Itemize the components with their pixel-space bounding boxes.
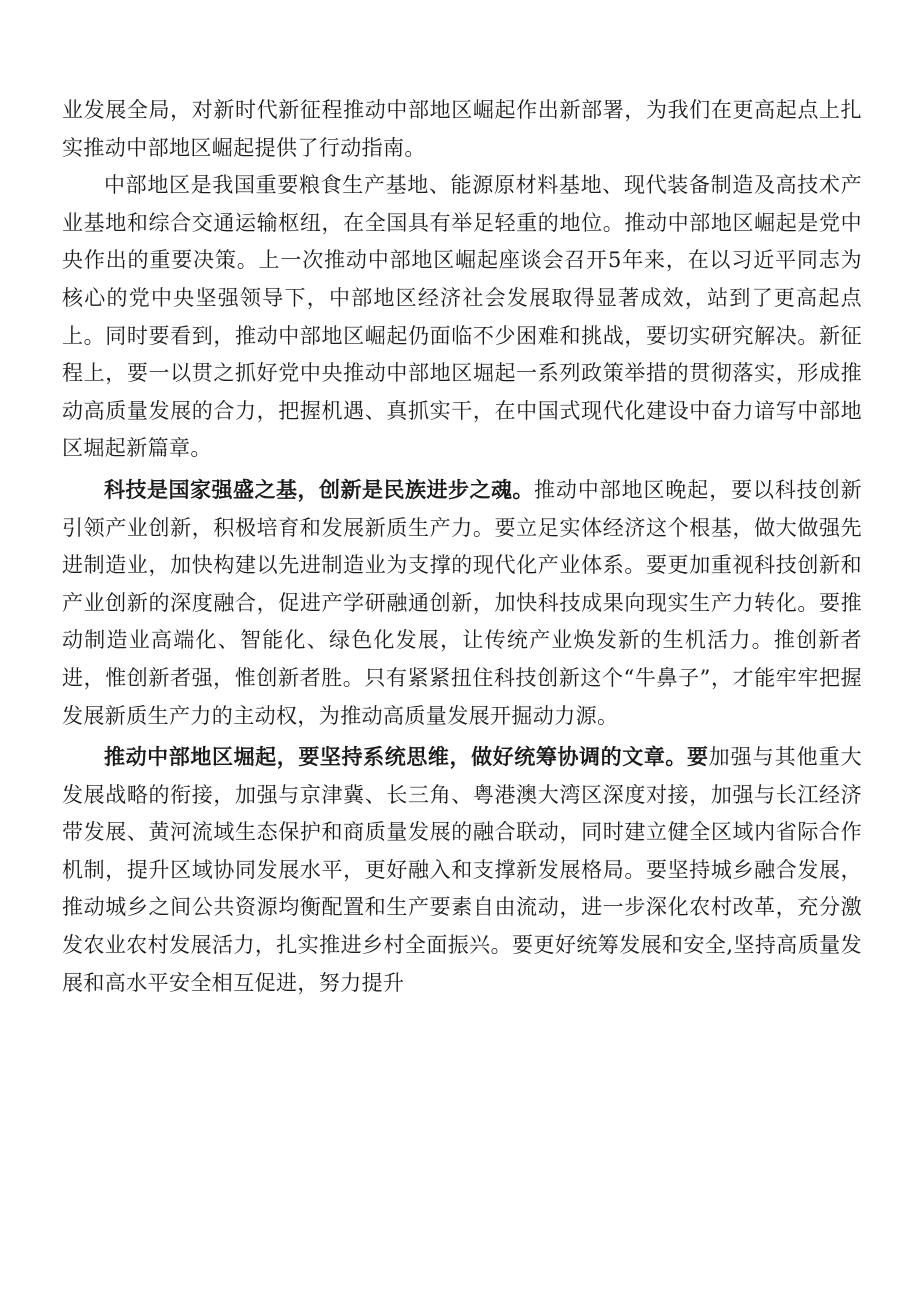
paragraph-2 xyxy=(62,167,862,468)
paragraph-1 xyxy=(62,92,862,167)
paragraph-4-lead: 推动中部地区堀起，要坚持系统思维，做好统筹协调的文章。要 xyxy=(104,745,709,770)
paragraph-4 xyxy=(62,739,862,1002)
paragraph-1-text: 业发展全局，对新时代新征程推动中部地区崛起作出新部署，为我们在更高起点上扎实推动中部地区崛起提供了行动指南。 xyxy=(62,98,862,160)
paragraph-3 xyxy=(62,472,862,735)
paragraph-3-lead: 科技是国家强盛之基，创新是民族进步之魂。 xyxy=(104,477,534,502)
paragraph-2-text: 中部地区是我国重要粮食生产基地、能源原材料基地、现代装备制造及高技术产业基地和综合交通运输枢纽，在全国具有举足轻重的地位。推动中部地区崛起是党中央作出的重要决策。上一次推动中部地区崛起座谈会召开5年来，在以习近平同志为核心的党中央坚强领导下，中部地区经济社会发展取得显著成效，站到了更高起点上。同时要看到，推动中部地区崛起仍面临不少困难和挑战，要切实研究解决。新征程上，要一以贯之抓好党中央推动中部地区堀起一系列政策举措的贯彻落实，形成推动高质量发展的合力，把握机遇、真抓实干，在中国式现代化建设中奋力谙写中部地区堀起新篇章。 xyxy=(62,173,862,461)
paragraph-3-text: 推动中部地区晚起，要以科技创新引领产业创新，积极培育和发展新质生产力。要立足实体经济这个根基，做大做强先进制造业，加快构建以先进制造业为支撑的现代化产业体系。要更加重视科技创新和产业创新的深度融合，促进产学研融通创新，加快科技成果向现实生产力转化。要推动制造业高端化、智能化、绿色化发展，让传统产业焕发新的生机活力。推创新者进，惟创新者强，惟创新者胜。只有紧紧扭住科技创新这个“牛鼻子”，才能牢牢把握发展新质生产力的主动权，为推动高质量发展开掘动力源。 xyxy=(62,477,862,728)
paragraph-4-text: 加强与其他重大发展战略的衔接，加强与京津冀、长三角、粤港澳大湾区深度对接，加强与长江经济带发展、黄河流域生态保护和商质量发展的融合联动，同时建立健全区域内省际合作机制，提升区域协同发展水平，更好融入和支撑新发展格局。要坚持城乡融合发展，推动城乡之间公共资源均衡配置和生产要素自由流动，进一步深化农村改革，充分激发农业农村发展活力，扎实推进乡村全面振兴。要更好统筹发展和安全,坚持高质量发展和高水平安全相互促进，努力提升 xyxy=(62,745,862,995)
document-page xyxy=(62,92,862,1002)
